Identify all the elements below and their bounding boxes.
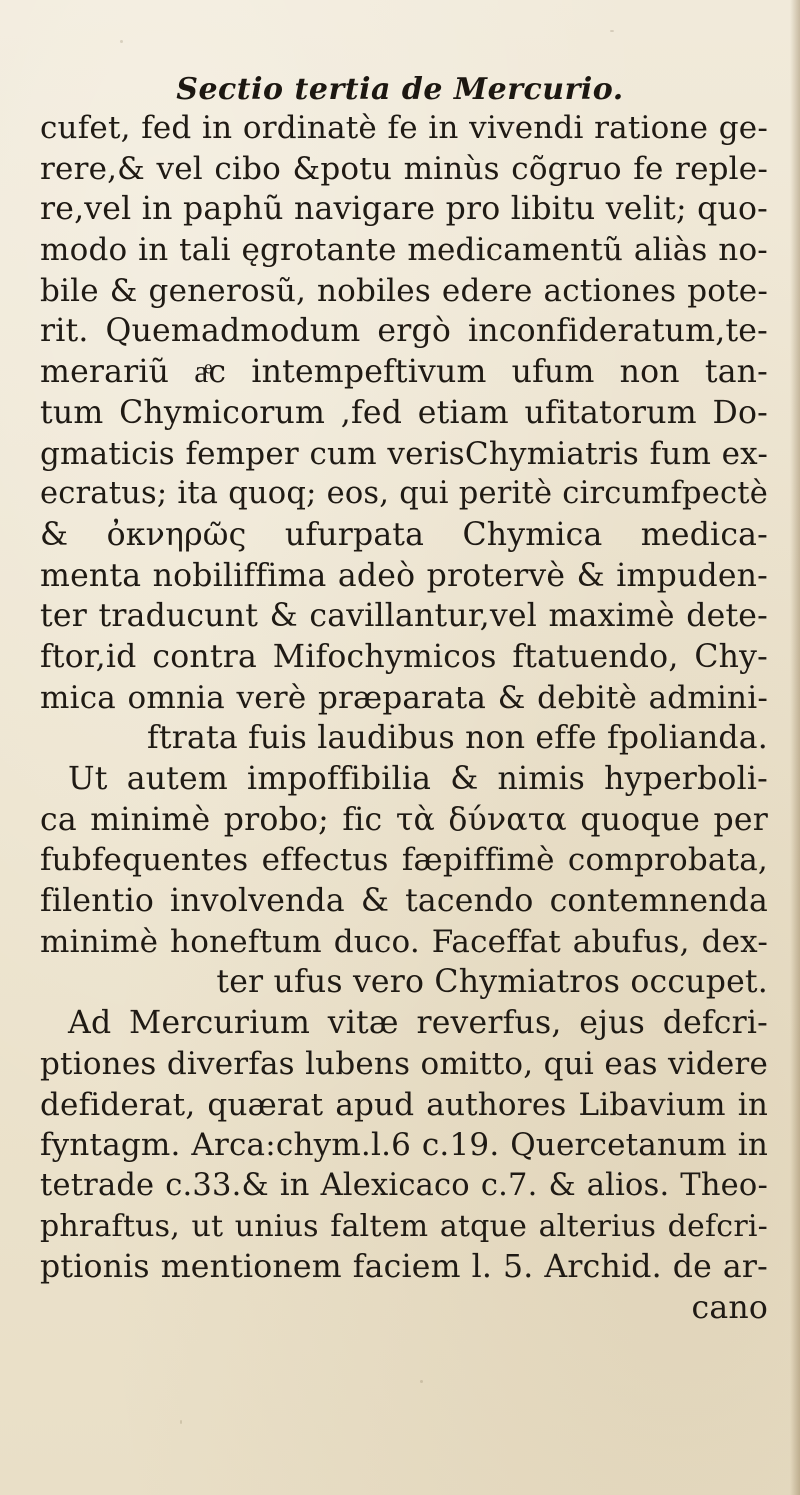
text-line: cufet, fed in ordinatè fe in vivendi ratione ge-: [40, 110, 768, 146]
text-line: merariũ aͤc intempeftivum ufum non tan-: [40, 354, 768, 391]
text-line: tum Chymicorum ,fed etiam ufitatorum Do-: [40, 394, 768, 431]
text-line: ter traducunt & cavillantur,vel maximè dete-: [40, 598, 768, 635]
running-head: Sectio tertia de Mercurio.: [176, 72, 624, 107]
paper-speck: [120, 40, 123, 43]
text-line-paragraph-start: Ut autem impoffibilia & nimis hyperboli-: [68, 761, 768, 797]
text-line: filentio involvenda & tacendo contemnenda: [40, 883, 768, 920]
text-line: ptionis mentionem faciem l. 5. Archid. de ar-: [40, 1249, 768, 1286]
text-line: rere,& vel cibo &potu minùs cõgruo fe reple-: [40, 150, 768, 187]
text-line: minimè honeftum duco. Faceffat abufus, dex-: [40, 923, 768, 960]
text-line: ptiones diverfas lubens omitto, qui eas videre: [40, 1045, 768, 1082]
text-line: defiderat, quærat apud authores Libavium in: [40, 1086, 768, 1123]
text-line: mica omnia verè præparata & debitè admini-: [40, 679, 768, 716]
text-line: & ὀκνηρῶς ufurpata Chymica medica-: [40, 516, 768, 553]
paper-speck: [420, 1380, 423, 1383]
text-line-paragraph-start: Ad Mercurium vitæ reverfus, ejus defcri-: [68, 1005, 768, 1042]
text-line-paragraph-end: ter ufus vero Chymiatros occupet.: [216, 964, 768, 1001]
text-line: menta nobiliffima adeò protervè & impuden-: [40, 557, 768, 594]
text-line: re,vel in paphũ navigare pro libitu velit; quo-: [40, 191, 768, 228]
text-line: tetrade c.33.& in Alexicaco c.7. & alios. Theo-: [40, 1167, 768, 1203]
text-line: modo in tali ęgrotante medicamentũ aliàs no-: [40, 232, 768, 269]
text-line: fyntagm. Arca:chym.l.6 c.19. Quercetanum in: [40, 1127, 768, 1164]
paper-speck: [180, 1420, 182, 1424]
text-line: phraftus, ut unius faltem atque alterius defcri-: [40, 1208, 768, 1244]
text-line-paragraph-end: ftrata fuis laudibus non effe fpolianda.: [147, 720, 768, 757]
text-line: ca minimè probo; fic τὰ δύνατα quoque per: [40, 801, 768, 838]
text-line: fubfequentes effectus fæpiffimè comprobata,: [40, 842, 768, 879]
text-line: rit. Quemadmodum ergò inconfideratum,te-: [40, 313, 768, 350]
page-edge-shadow: [790, 0, 800, 1495]
text-line: ecratus; ita quoq; eos, qui peritè circumfpectè: [40, 476, 768, 512]
paper-speck: [610, 30, 614, 32]
body-text: [40, 108, 768, 1329]
catchword: cano: [691, 1289, 768, 1326]
text-line: bile & generosũ, nobiles edere actiones pote-: [40, 272, 768, 309]
text-line: ftor,id contra Mifochymicos ftatuendo, Chy-: [40, 638, 768, 675]
text-line: gmaticis femper cum verisChymiatris fum ex-: [40, 435, 768, 472]
